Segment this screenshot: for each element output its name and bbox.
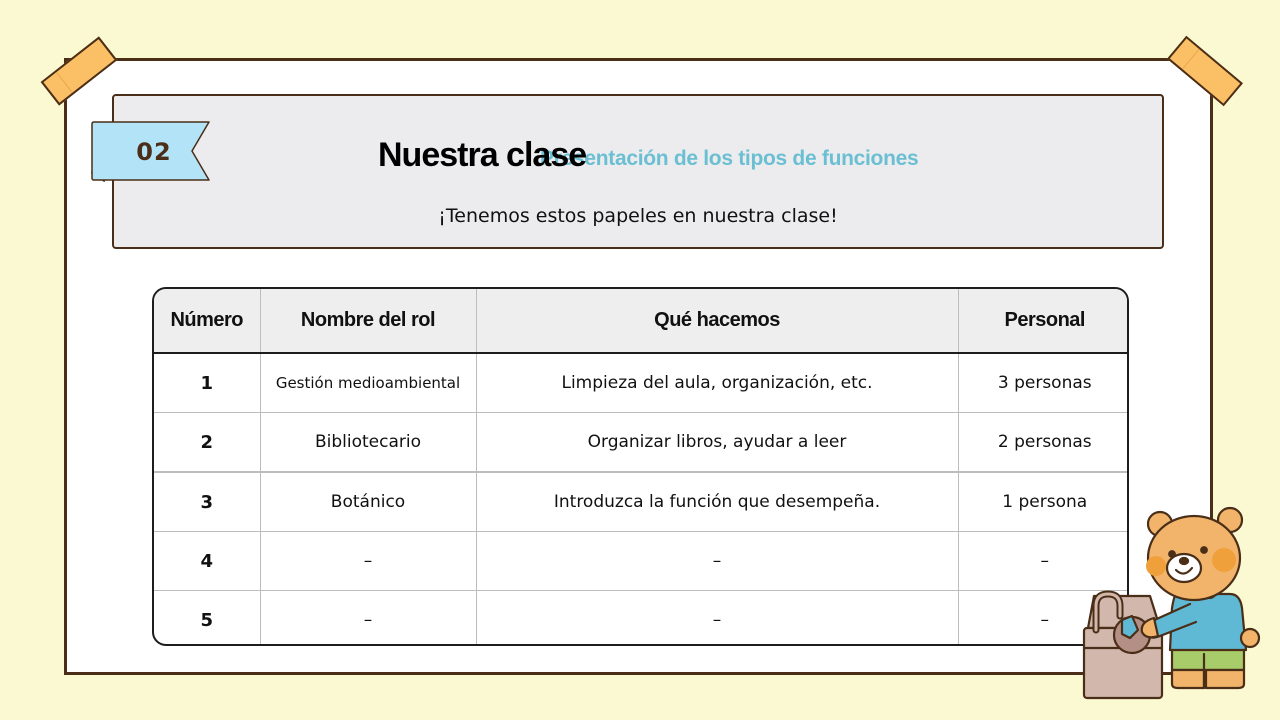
cell-que: Introduzca la función que desempeña. [476,472,958,532]
header-numero: Número [154,289,260,353]
cell-rol: Botánico [260,472,476,532]
header-rol: Nombre del rol [260,289,476,353]
cell-personal: – [958,532,1129,591]
table-header-row [154,289,1129,353]
cell-numero: 4 [154,532,260,591]
cell-personal: – [958,591,1129,647]
roles-table [152,287,1129,646]
cell-numero: 1 [154,353,260,413]
cell-numero: 2 [154,413,260,473]
cell-que: – [476,591,958,647]
cell-rol: – [260,532,476,591]
cell-rol: Gestión medioambiental [260,353,476,413]
table-row [154,353,1129,413]
table-row [154,472,1129,532]
cell-numero: 5 [154,591,260,647]
cell-que: Organizar libros, ayudar a leer [476,413,958,473]
table-row [154,591,1129,647]
page-title: Nuestra clase [378,136,587,174]
cell-rol: – [260,591,476,647]
cell-personal: 3 personas [958,353,1129,413]
table-row [154,532,1129,591]
cell-personal: 2 personas [958,413,1129,473]
cell-que: Limpieza del aula, organización, etc. [476,353,958,413]
header-que: Qué hacemos [476,289,958,353]
cell-numero: 3 [154,472,260,532]
cell-personal: 1 persona [958,472,1129,532]
cell-que: – [476,532,958,591]
bear-washing-hands-illustration [1080,498,1270,703]
subtitle: Presentación de los tipos de funciones [540,147,919,170]
cell-rol: Bibliotecario [260,413,476,473]
section-number: 02 [136,137,172,166]
table-row [154,413,1129,473]
header-personal: Personal [958,289,1129,353]
tagline: ¡Tenemos estos papeles en nuestra clase! [438,205,838,227]
